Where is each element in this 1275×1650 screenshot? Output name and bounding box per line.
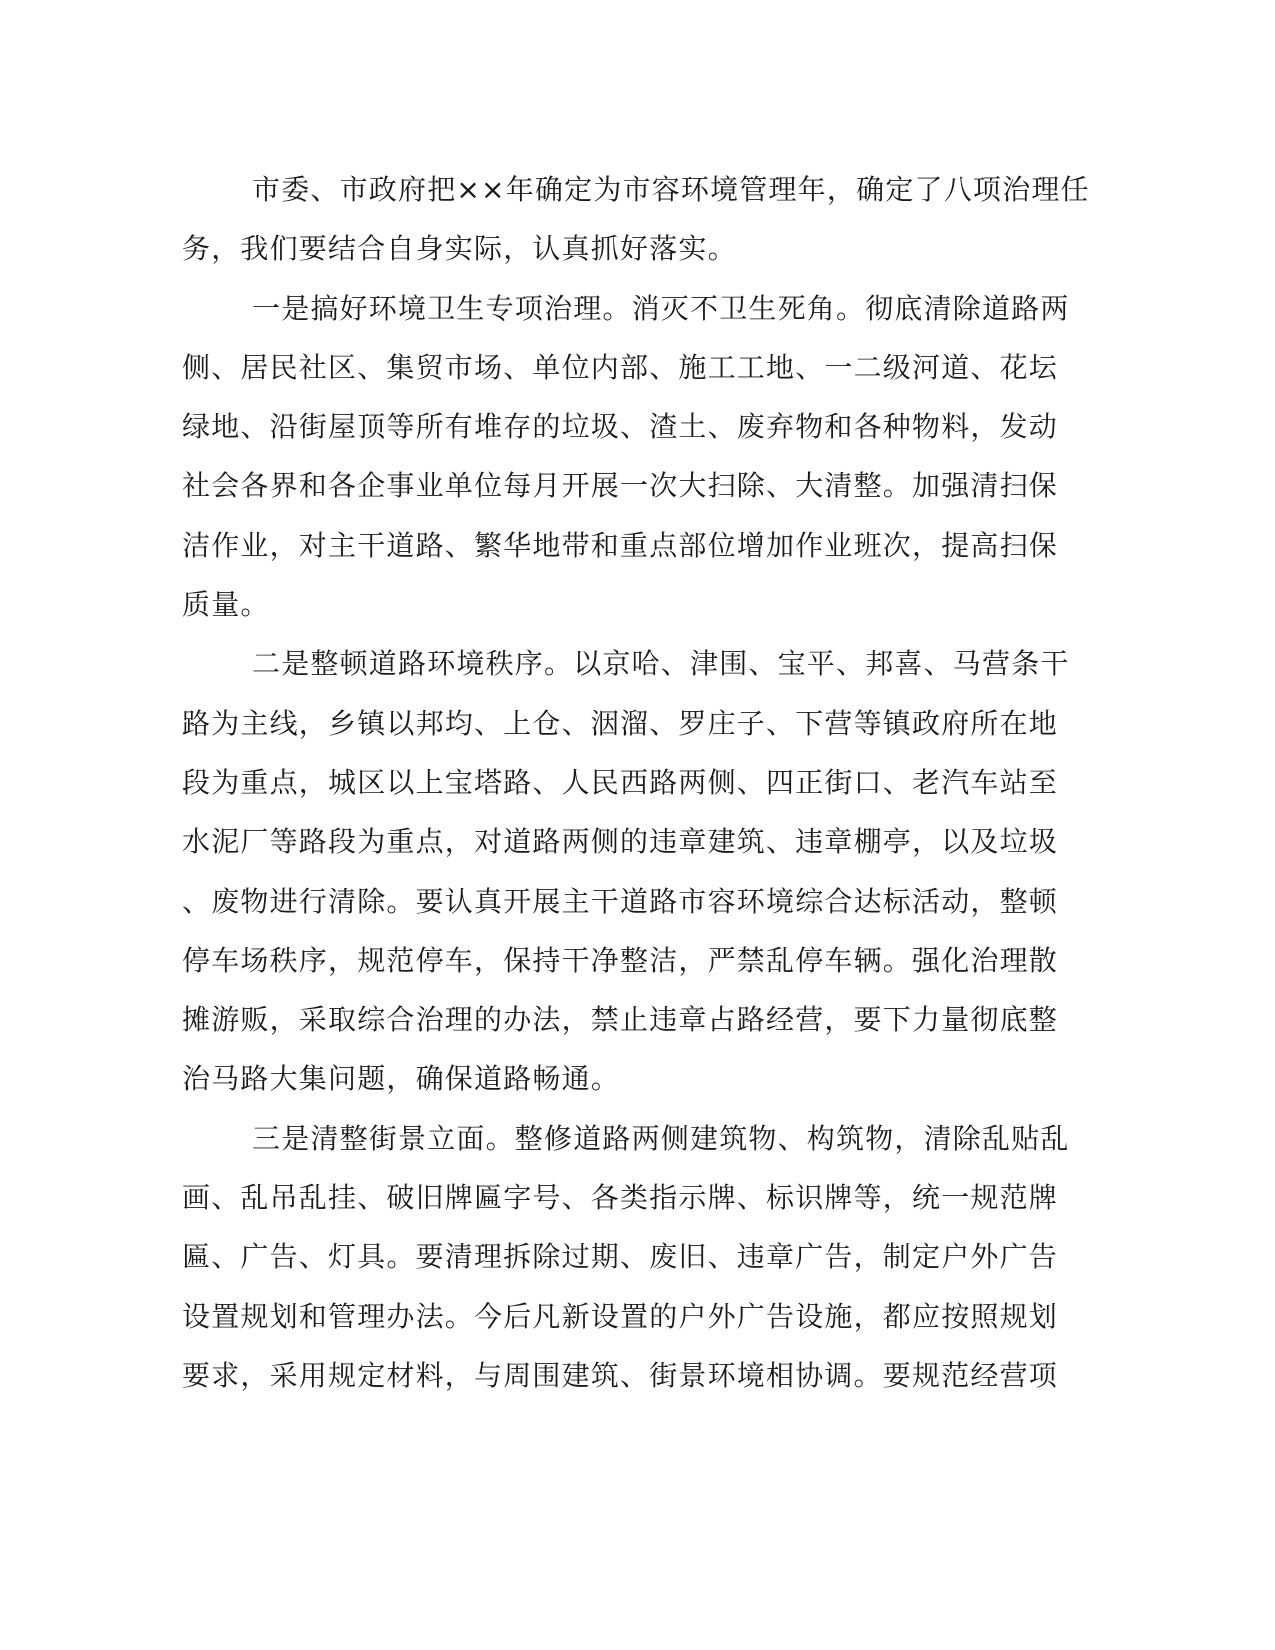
paragraph-intro xyxy=(182,160,1090,279)
text-line: 摊游贩，采取综合治理的办法，禁止违章占路经营，要下力量彻底整 xyxy=(182,1003,1059,1037)
paragraph-road-order xyxy=(182,634,1070,1108)
text-line: 路为主线，乡镇以邦均、上仓、洇溜、罗庄子、下营等镇政府所在地 xyxy=(182,706,1059,740)
text-line: 市委、市政府把××年确定为市容环境管理年，确定了八项治理任 xyxy=(252,173,1090,206)
text-line: 二是整顿道路环境秩序。以京哈、津围、宝平、邦喜、马营条干 xyxy=(252,647,1070,681)
text-line: 匾、广告、灯具。要清理拆除过期、废旧、违章广告，制定户外广告 xyxy=(182,1240,1059,1274)
text-line: 务，我们要结合自身实际，认真抓好落实。 xyxy=(182,232,737,266)
text-line: 绿地、沿街屋顶等所有堆存的垃圾、渣土、废弃物和各种物料，发动 xyxy=(182,410,1059,444)
paragraph-streetscape xyxy=(182,1109,1070,1405)
text-line: 设置规划和管理办法。今后凡新设置的户外广告设施，都应按照规划 xyxy=(182,1299,1059,1333)
text-line: 画、乱吊乱挂、破旧牌匾字号、各类指示牌、标识牌等，统一规范牌 xyxy=(182,1181,1059,1215)
text-line: 侧、居民社区、集贸市场、单位内部、施工工地、一二级河道、花坛 xyxy=(182,350,1059,384)
text-line: 社会各界和各企事业单位每月开展一次大扫除、大清整。加强清扫保 xyxy=(182,469,1059,503)
text-line: 治马路大集问题，确保道路畅通。 xyxy=(182,1062,621,1096)
text-line: 、废物进行清除。要认真开展主干道路市容环境综合达标活动，整顿 xyxy=(182,884,1059,918)
paragraph-environment-sanitation xyxy=(182,279,1070,635)
document-body xyxy=(182,160,1090,1405)
text-line: 洁作业，对主干道路、繁华地带和重点部位增加作业班次，提高扫保 xyxy=(182,528,1059,562)
text-line: 停车场秩序，规范停车，保持干净整洁，严禁乱停车辆。强化治理散 xyxy=(182,943,1059,977)
text-line: 水泥厂等路段为重点，对道路两侧的违章建筑、违章棚亭，以及垃圾 xyxy=(182,825,1059,859)
text-line: 质量。 xyxy=(182,588,270,622)
text-line: 段为重点，城区以上宝塔路、人民西路两侧、四正街口、老汽车站至 xyxy=(182,765,1059,799)
text-line: 一是搞好环境卫生专项治理。消灭不卫生死角。彻底清除道路两 xyxy=(252,291,1070,325)
text-line: 三是清整街景立面。整修道路两侧建筑物、构筑物，清除乱贴乱 xyxy=(252,1121,1070,1155)
text-line: 要求，采用规定材料，与周围建筑、街景环境相协调。要规范经营项 xyxy=(182,1358,1059,1392)
